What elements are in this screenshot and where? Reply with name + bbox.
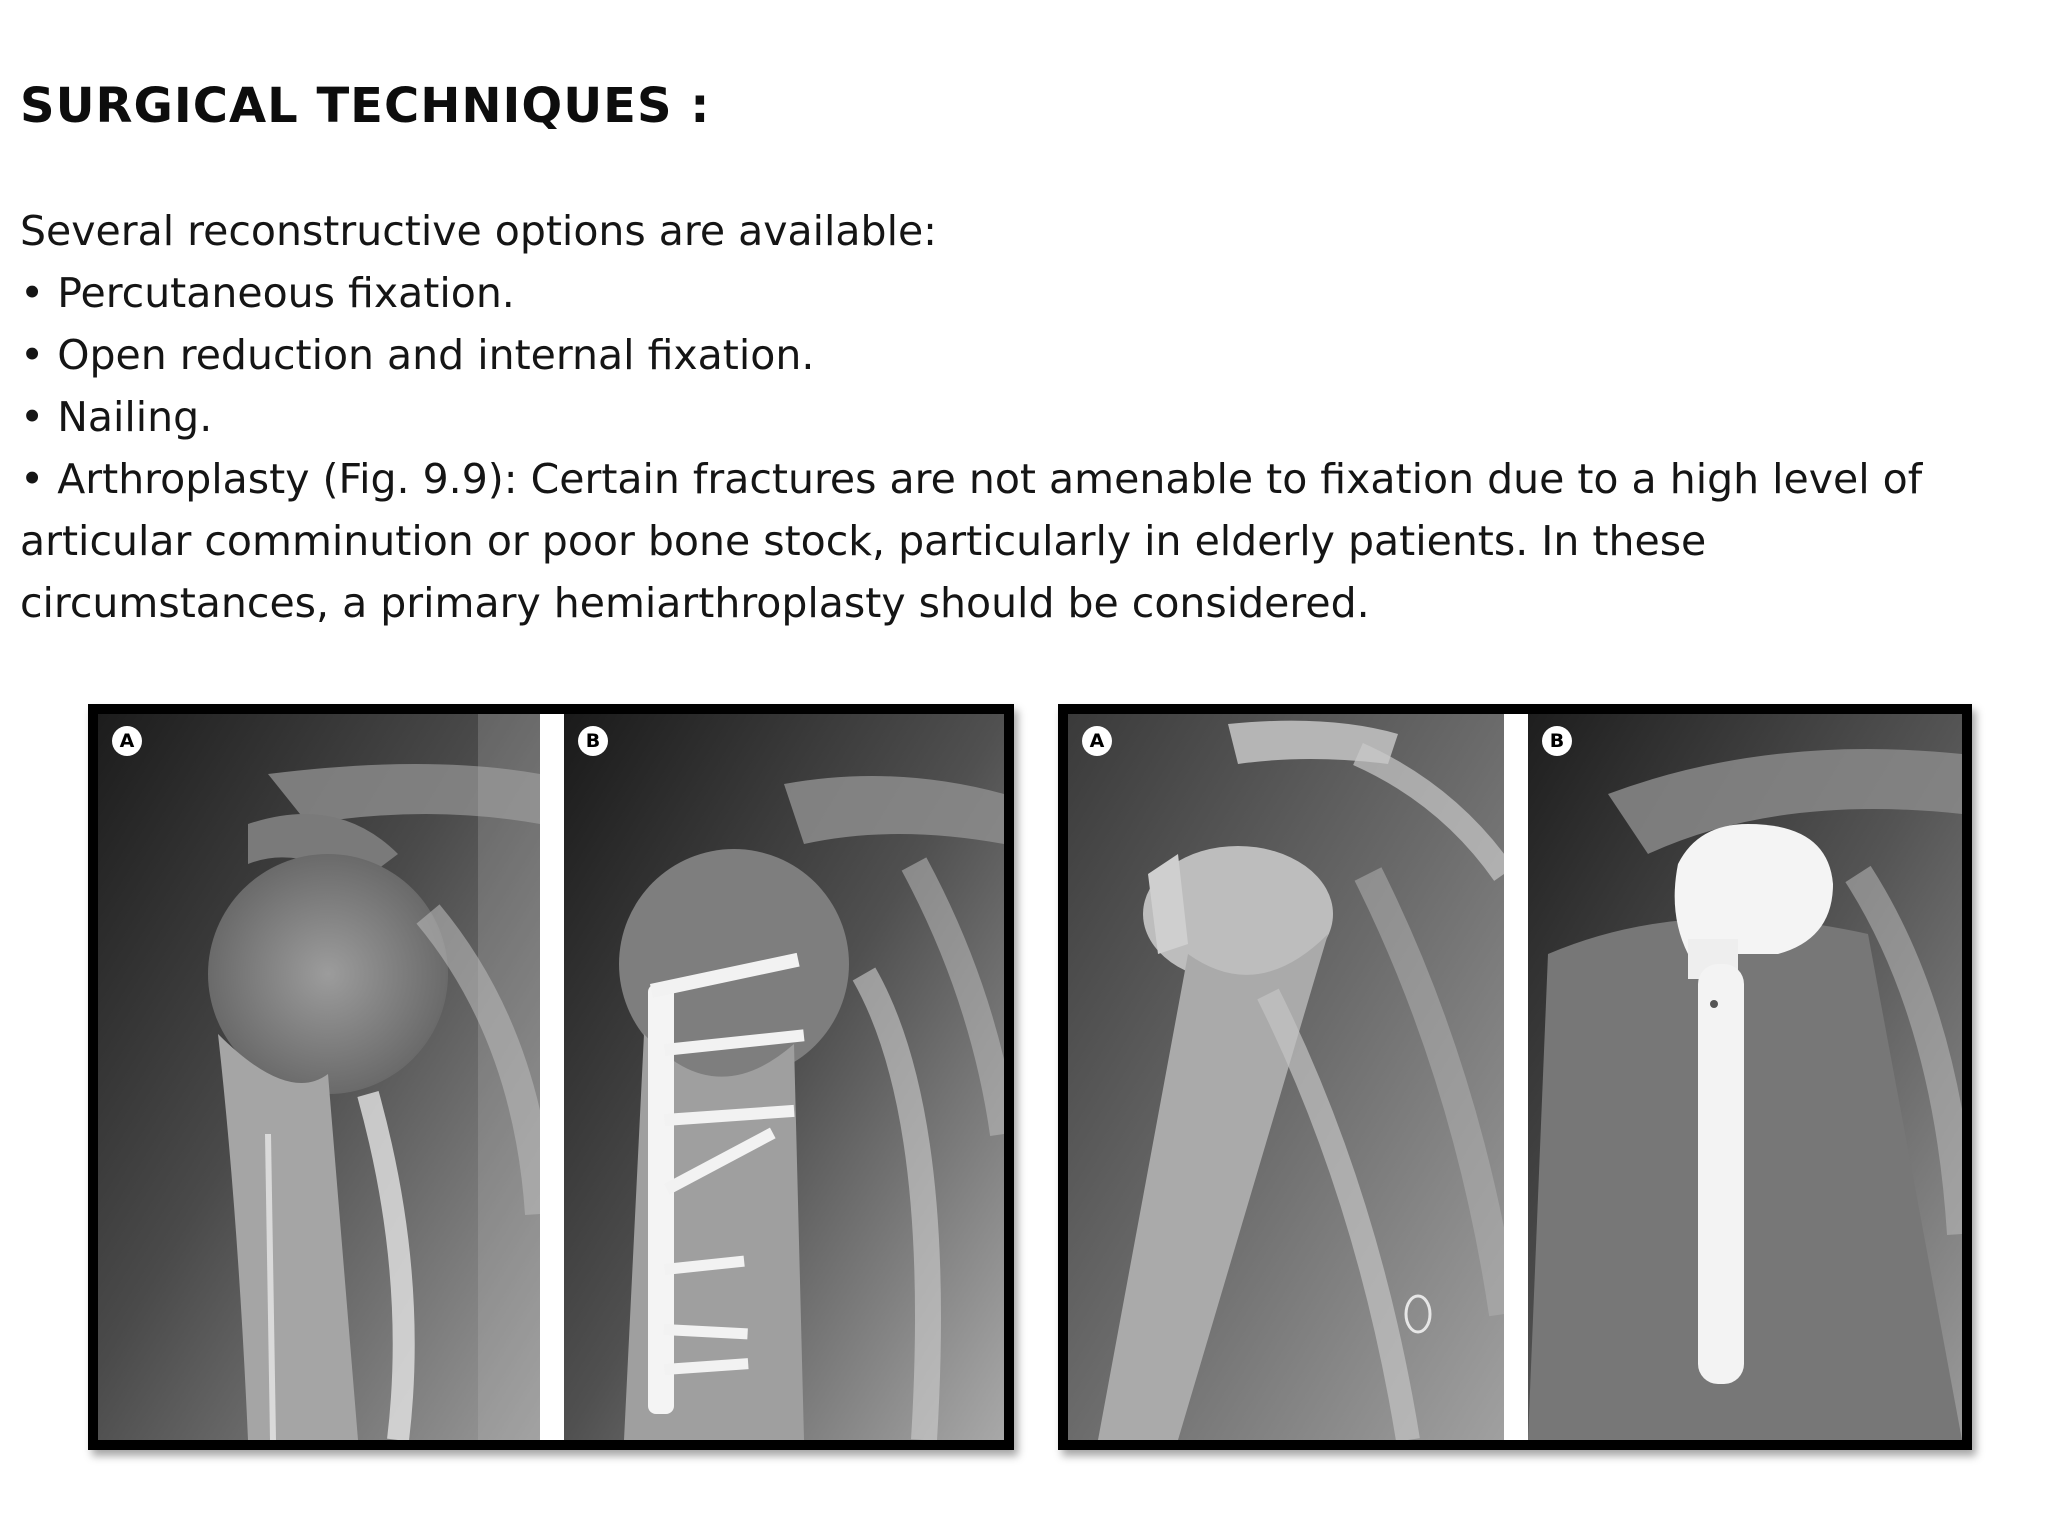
panel-label: A [112,726,142,756]
panel-label: A [1082,726,1112,756]
xray-panel-b-hemiarthroplasty [1528,714,1962,1440]
panel-separator [540,714,564,1440]
option-percutaneous: • Percutaneous fixation. [20,269,515,317]
figure-fixation-xrays [88,704,1014,1450]
panel-label: B [578,726,608,756]
option-arthroplasty: • Arthroplasty (Fig. 9.9): Certain fractures are not amenable to fixation due to a high level of articular comminution or poor bone stock, particularly in elderly patients. In these circumstances, a primary hemiarthroplasty should be considered. [20,455,1923,627]
panel-label: B [1542,726,1572,756]
option-nailing: • Nailing. [20,393,213,441]
panel-separator [1504,714,1528,1440]
figure-arthroplasty-xrays [1058,704,1972,1450]
xray-panel-a-comminuted-fracture [1068,714,1504,1440]
xray-panel-b-plate-fixation [564,714,1004,1440]
option-orif: • Open reduction and internal fixation. [20,331,815,379]
body-text [20,200,1950,634]
intro-paragraph: Several reconstructive options are available: [20,207,937,255]
page-title: SURGICAL TECHNIQUES : [20,78,711,134]
xray-panel-a-fracture [98,714,540,1440]
